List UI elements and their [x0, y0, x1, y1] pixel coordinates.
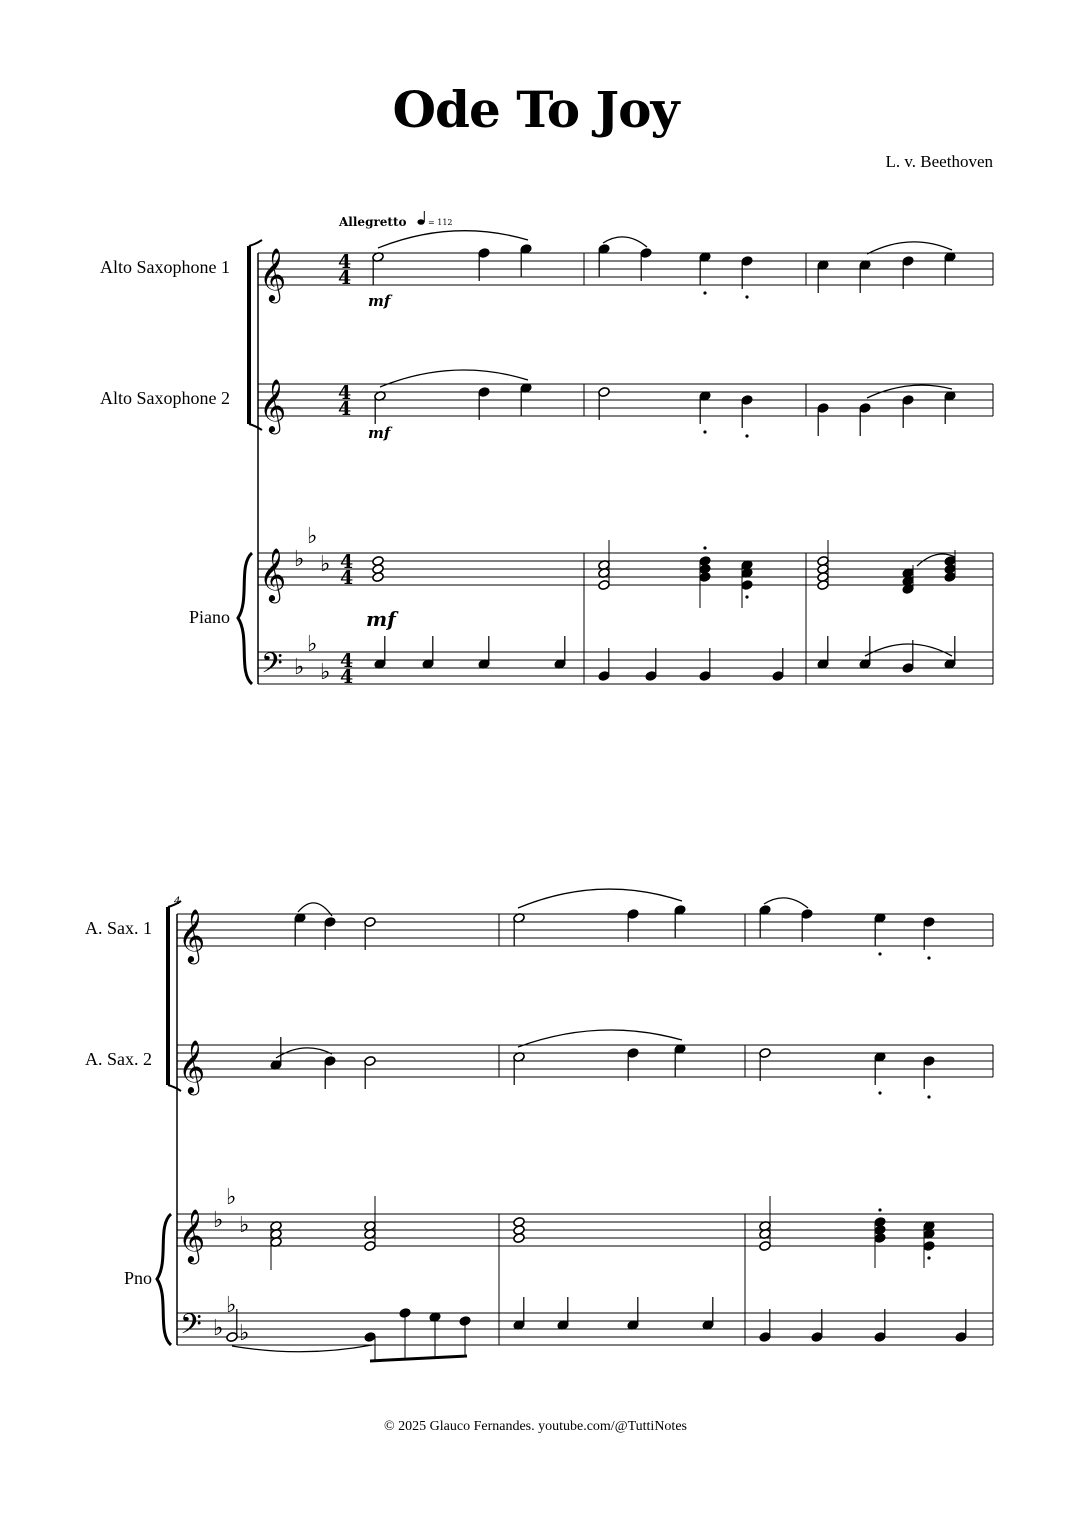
staff-alto-sax-2 [258, 384, 993, 416]
note-head [944, 572, 956, 583]
staff-pno-treble [177, 1214, 993, 1246]
svg-text:♭: ♭ [239, 1213, 250, 1238]
note-head [372, 572, 384, 583]
staff-label-a-sax-1: A. Sax. 1 [85, 918, 152, 938]
composer-name: L. v. Beethoven [885, 152, 993, 171]
staff-label-pno: Pno [123, 1268, 152, 1288]
treble-clef-icon: 𝄞 [178, 1208, 206, 1262]
svg-text:4: 4 [338, 382, 352, 404]
note-head [699, 572, 711, 583]
svg-text:4: 4 [338, 398, 352, 420]
dynamic-mf: mf [366, 607, 396, 631]
svg-text:♭: ♭ [213, 1316, 224, 1341]
svg-text:♭: ♭ [307, 632, 318, 657]
svg-text:4: 4 [340, 567, 354, 589]
staff-piano-bass [258, 652, 993, 684]
staff-alto-sax-1 [258, 253, 993, 285]
measure-number: 4 [174, 896, 181, 907]
treble-clef-icon: 𝄞 [178, 1039, 206, 1093]
note-head [817, 580, 829, 591]
note-head [874, 1233, 886, 1244]
time-signature [338, 251, 353, 688]
svg-text:♭: ♭ [294, 547, 305, 572]
treble-clef-icon: 𝄞 [178, 908, 206, 962]
metronome-value: = 112 [428, 218, 453, 227]
svg-text:4: 4 [340, 551, 354, 573]
note-head [923, 1241, 935, 1252]
treble-clef-icon: 𝄞 [259, 378, 287, 432]
note-head [364, 1241, 376, 1252]
staff-pno-bass [177, 1313, 993, 1345]
treble-clef-icon: 𝄞 [259, 547, 287, 601]
treble-clef-icon: 𝄞 [259, 247, 287, 301]
svg-text:♭: ♭ [226, 1185, 237, 1210]
copyright-footer: © 2025 Glauco Fernandes. youtube.com/@TuttiNotes [384, 1419, 687, 1434]
quarter-note-icon [417, 219, 424, 225]
tempo-marking: Allegretto [339, 215, 407, 229]
note-head [759, 1241, 771, 1252]
svg-text:4: 4 [340, 666, 354, 688]
staff-a-sax-2 [177, 1045, 993, 1077]
svg-text:4: 4 [340, 650, 354, 672]
staff-piano-treble [258, 553, 993, 585]
note-head [598, 580, 610, 591]
note-head [364, 1332, 376, 1343]
svg-text:♭: ♭ [307, 524, 318, 549]
staff-label-piano: Piano [188, 607, 230, 627]
svg-text:♭: ♭ [213, 1208, 224, 1233]
svg-text:4: 4 [338, 267, 352, 289]
staff-label-a-sax-2: A. Sax. 2 [85, 1049, 152, 1069]
note-head [513, 1233, 525, 1244]
score-title: Ode To Joy [392, 80, 679, 139]
svg-text:♭: ♭ [320, 660, 331, 685]
staff-label-alto-sax-1: Alto Saxophone 1 [100, 257, 230, 277]
svg-text:♭: ♭ [239, 1321, 250, 1346]
note-head [741, 580, 753, 591]
svg-text:4: 4 [338, 251, 352, 273]
svg-text:♭: ♭ [294, 655, 305, 680]
bass-clef-icon: 𝄢 [180, 1308, 202, 1348]
svg-text:♭: ♭ [226, 1293, 237, 1318]
dynamic-mf: mf [368, 424, 391, 442]
svg-text:♭: ♭ [320, 552, 331, 577]
bass-clef-icon: 𝄢 [261, 647, 283, 687]
staff-label-alto-sax-2: Alto Saxophone 2 [100, 388, 230, 408]
dynamic-mf: mf [368, 292, 391, 310]
